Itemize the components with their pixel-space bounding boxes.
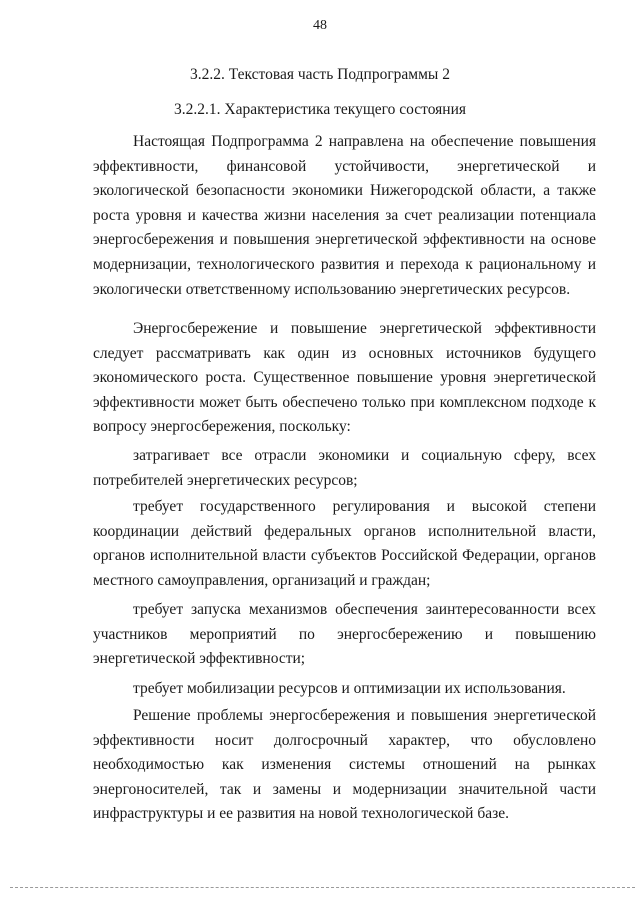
list-item: требует мобилизации ресурсов и оптимизации их использования. xyxy=(133,680,566,697)
subsection-heading: 3.2.2.1. Характеристика текущего состояния xyxy=(174,101,466,118)
paragraph-solution: Решение проблемы энергосбережения и повышения энергетической эффективности носит долгосрочный характер, что обусловлено необходимостью как изменения системы отношений на рынках энергоносителей, так и замены и модернизации значительной части инфраструктуры и ее развития на новой технологической базе. xyxy=(93,707,596,823)
paragraph-energy-saving: Энергосбережение и повышение энергетической эффективности следует рассматривать как один из основных источников будущего экономического роста. Существенное повышение уровня энергетической эффективности может быть обеспечено только при комплексном подходе к вопросу энергосбережения, поскольку: xyxy=(93,320,596,436)
page-number: 48 xyxy=(313,18,327,33)
paragraph-intro: Настоящая Подпрограмма 2 направлена на обеспечение повышения эффективности, финансовой устойчивости, энергетической и экологической безопасности экономики Нижегородской области, а также роста уровня и качества жизни населения за счет реализации потенциала энергосбережения и повышения энергетической эффективности на основе модернизации, технологического развития и перехода к рациональному и экологически ответственному использованию энергетических ресурсов. xyxy=(93,133,596,298)
section-heading: 3.2.2. Текстовая часть Подпрограммы 2 xyxy=(190,66,450,83)
list-item: затрагивает все отрасли экономики и социальную сферу, всех потребителей энергетических ресурсов; xyxy=(93,447,596,489)
list-item: требует запуска механизмов обеспечения заинтересованности всех участников мероприятий по энергосбережению и повышению энергетической эффективности; xyxy=(93,601,596,668)
list-item: требует государственного регулирования и высокой степени координации действий федеральных органов исполнительной власти, органов исполнительной власти субъектов Российской Федерации, органов местного самоуправления, организаций и граждан; xyxy=(93,498,596,589)
bottom-scan-rule xyxy=(10,887,635,888)
